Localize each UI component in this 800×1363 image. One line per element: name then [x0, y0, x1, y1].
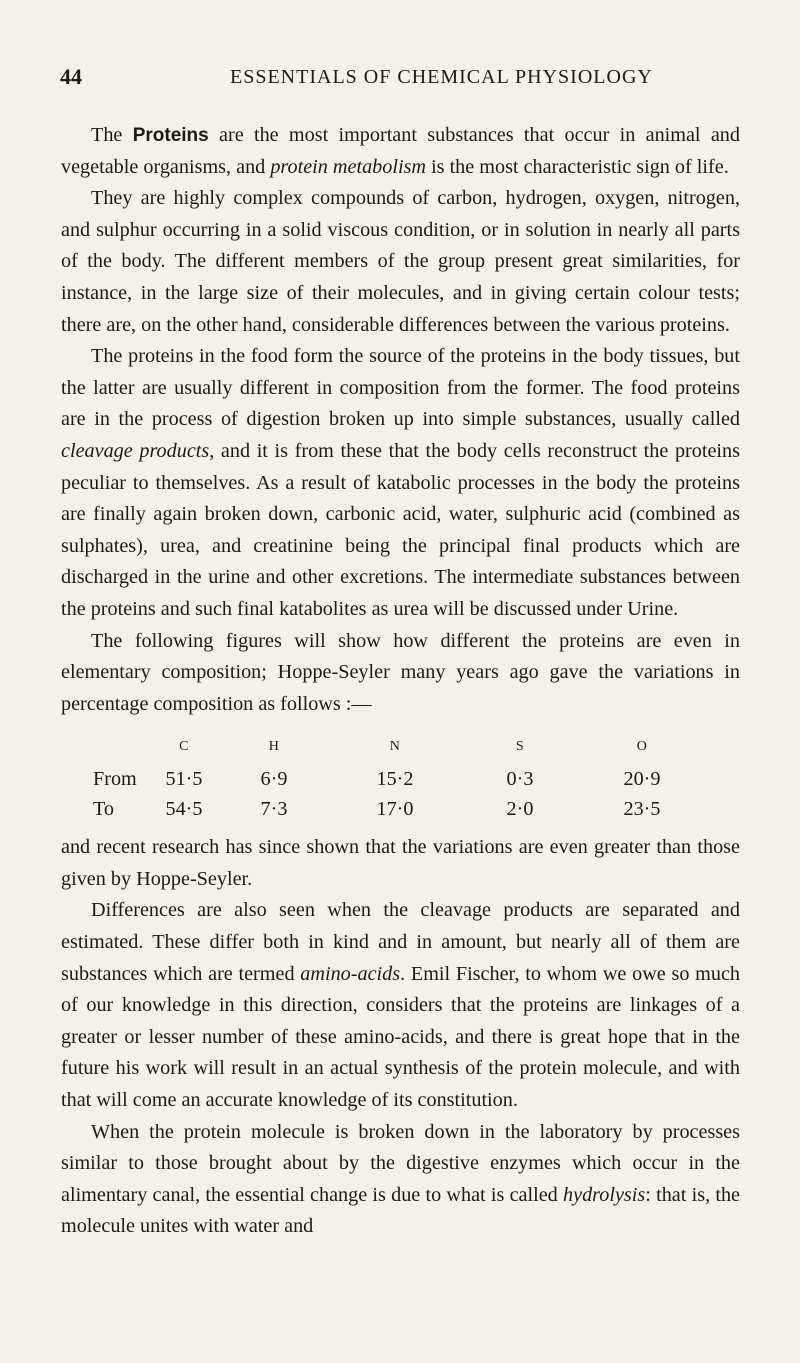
- row-label: From: [93, 768, 137, 791]
- body-text: [61, 120, 740, 1243]
- term-cleavage-products: cleavage products: [61, 439, 210, 462]
- term-hydrolysis: hydrolysis: [563, 1183, 646, 1206]
- paragraph-food-proteins: The proteins in the food form the source of the proteins in the body tissues, but the latter are usually different in composition from the former. The food proteins are in the process of digestion broken up into simple substances, usually called cleavage products, and it is from these that the body cells reconstruct the proteins peculiar to themselves. As a result of katabolic processes in the body the proteins are finally again broken down, carbonic acid, water, sulphuric acid (combined as sulphates), urea, and creatinine being the principal final products which are discharged in the urine and other excretions. The intermediate substances between the proteins and such final katabolites as urea will be discussed under Urine.: [61, 345, 740, 620]
- table-row: [93, 764, 705, 794]
- table-cell: 6·9: [260, 768, 288, 791]
- running-head: [60, 64, 740, 98]
- page-number: 44: [60, 64, 82, 89]
- column-header: C: [179, 739, 189, 755]
- column-header: H: [268, 739, 280, 755]
- term-protein-metabolism: protein metabolism: [270, 155, 427, 178]
- paragraph-cleavage-products: Differences are also seen when the cleavage products are separated and estimated. These differ both in kind and in amount, but nearly all of them are substances which are termed amino-acids. Emil Fischer, to whom we owe so much of our knowledge in this direction, considers that the proteins are linkages of a greater or lesser number of these amino-acids, and there is great hope that in the future his work will result in an actual synthesis of the protein molecule, and with that will come an accurate knowledge of its constitution.: [61, 899, 741, 1112]
- term-amino-acids: amino-acids: [300, 962, 401, 985]
- table-cell: 20·9: [623, 768, 661, 791]
- composition-table: [93, 732, 705, 824]
- table-row: [93, 794, 705, 824]
- table-cell: 17·0: [376, 798, 414, 821]
- table-cell: 23·5: [623, 798, 661, 821]
- column-header: N: [389, 739, 401, 755]
- paragraph-proteins-intro: The Proteins are the most important substances that occur in animal and vegetable organisms, and protein metabolism is the most characteristic sign of life.: [61, 124, 740, 178]
- table-cell: 54·5: [165, 798, 203, 821]
- column-header: S: [515, 739, 525, 755]
- paragraph-composition: They are highly complex compounds of carbon, hydrogen, oxygen, nitrogen, and sulphur occurring in a solid viscous condition, or in solution in nearly all parts of the body. The different members of the group present great similarities, for instance, in the large size of their molecules, and in giving certain colour tests; there are, on the other hand, considerable differences between the various proteins.: [61, 187, 740, 336]
- term-proteins: Proteins: [132, 125, 209, 146]
- composition-header-row: [93, 732, 705, 764]
- paragraph-hydrolysis: When the protein molecule is broken down in the laboratory by processes similar to those brought about by the digestive enzymes which occur in the alimentary canal, the essential change is due to what is called hydrolysis: that is, the molecule unites with water and: [61, 1120, 741, 1238]
- table-cell: 2·0: [506, 798, 534, 821]
- column-header: O: [636, 739, 648, 755]
- row-label: To: [93, 798, 115, 821]
- paragraph-figures-intro: The following figures will show how different the proteins are even in elementary composition; Hoppe-Seyler many years ago gave the variations in percentage composition as follows :—: [61, 629, 740, 715]
- table-cell: 15·2: [376, 768, 414, 791]
- paragraph-recent-research: and recent research has since shown that the variations are even greater than those given by Hoppe-Seyler.: [61, 836, 740, 890]
- table-cell: 51·5: [165, 768, 203, 791]
- running-title: ESSENTIALS OF CHEMICAL PHYSIOLOGY: [230, 66, 653, 88]
- table-cell: 7·3: [260, 798, 288, 821]
- table-cell: 0·3: [506, 768, 534, 791]
